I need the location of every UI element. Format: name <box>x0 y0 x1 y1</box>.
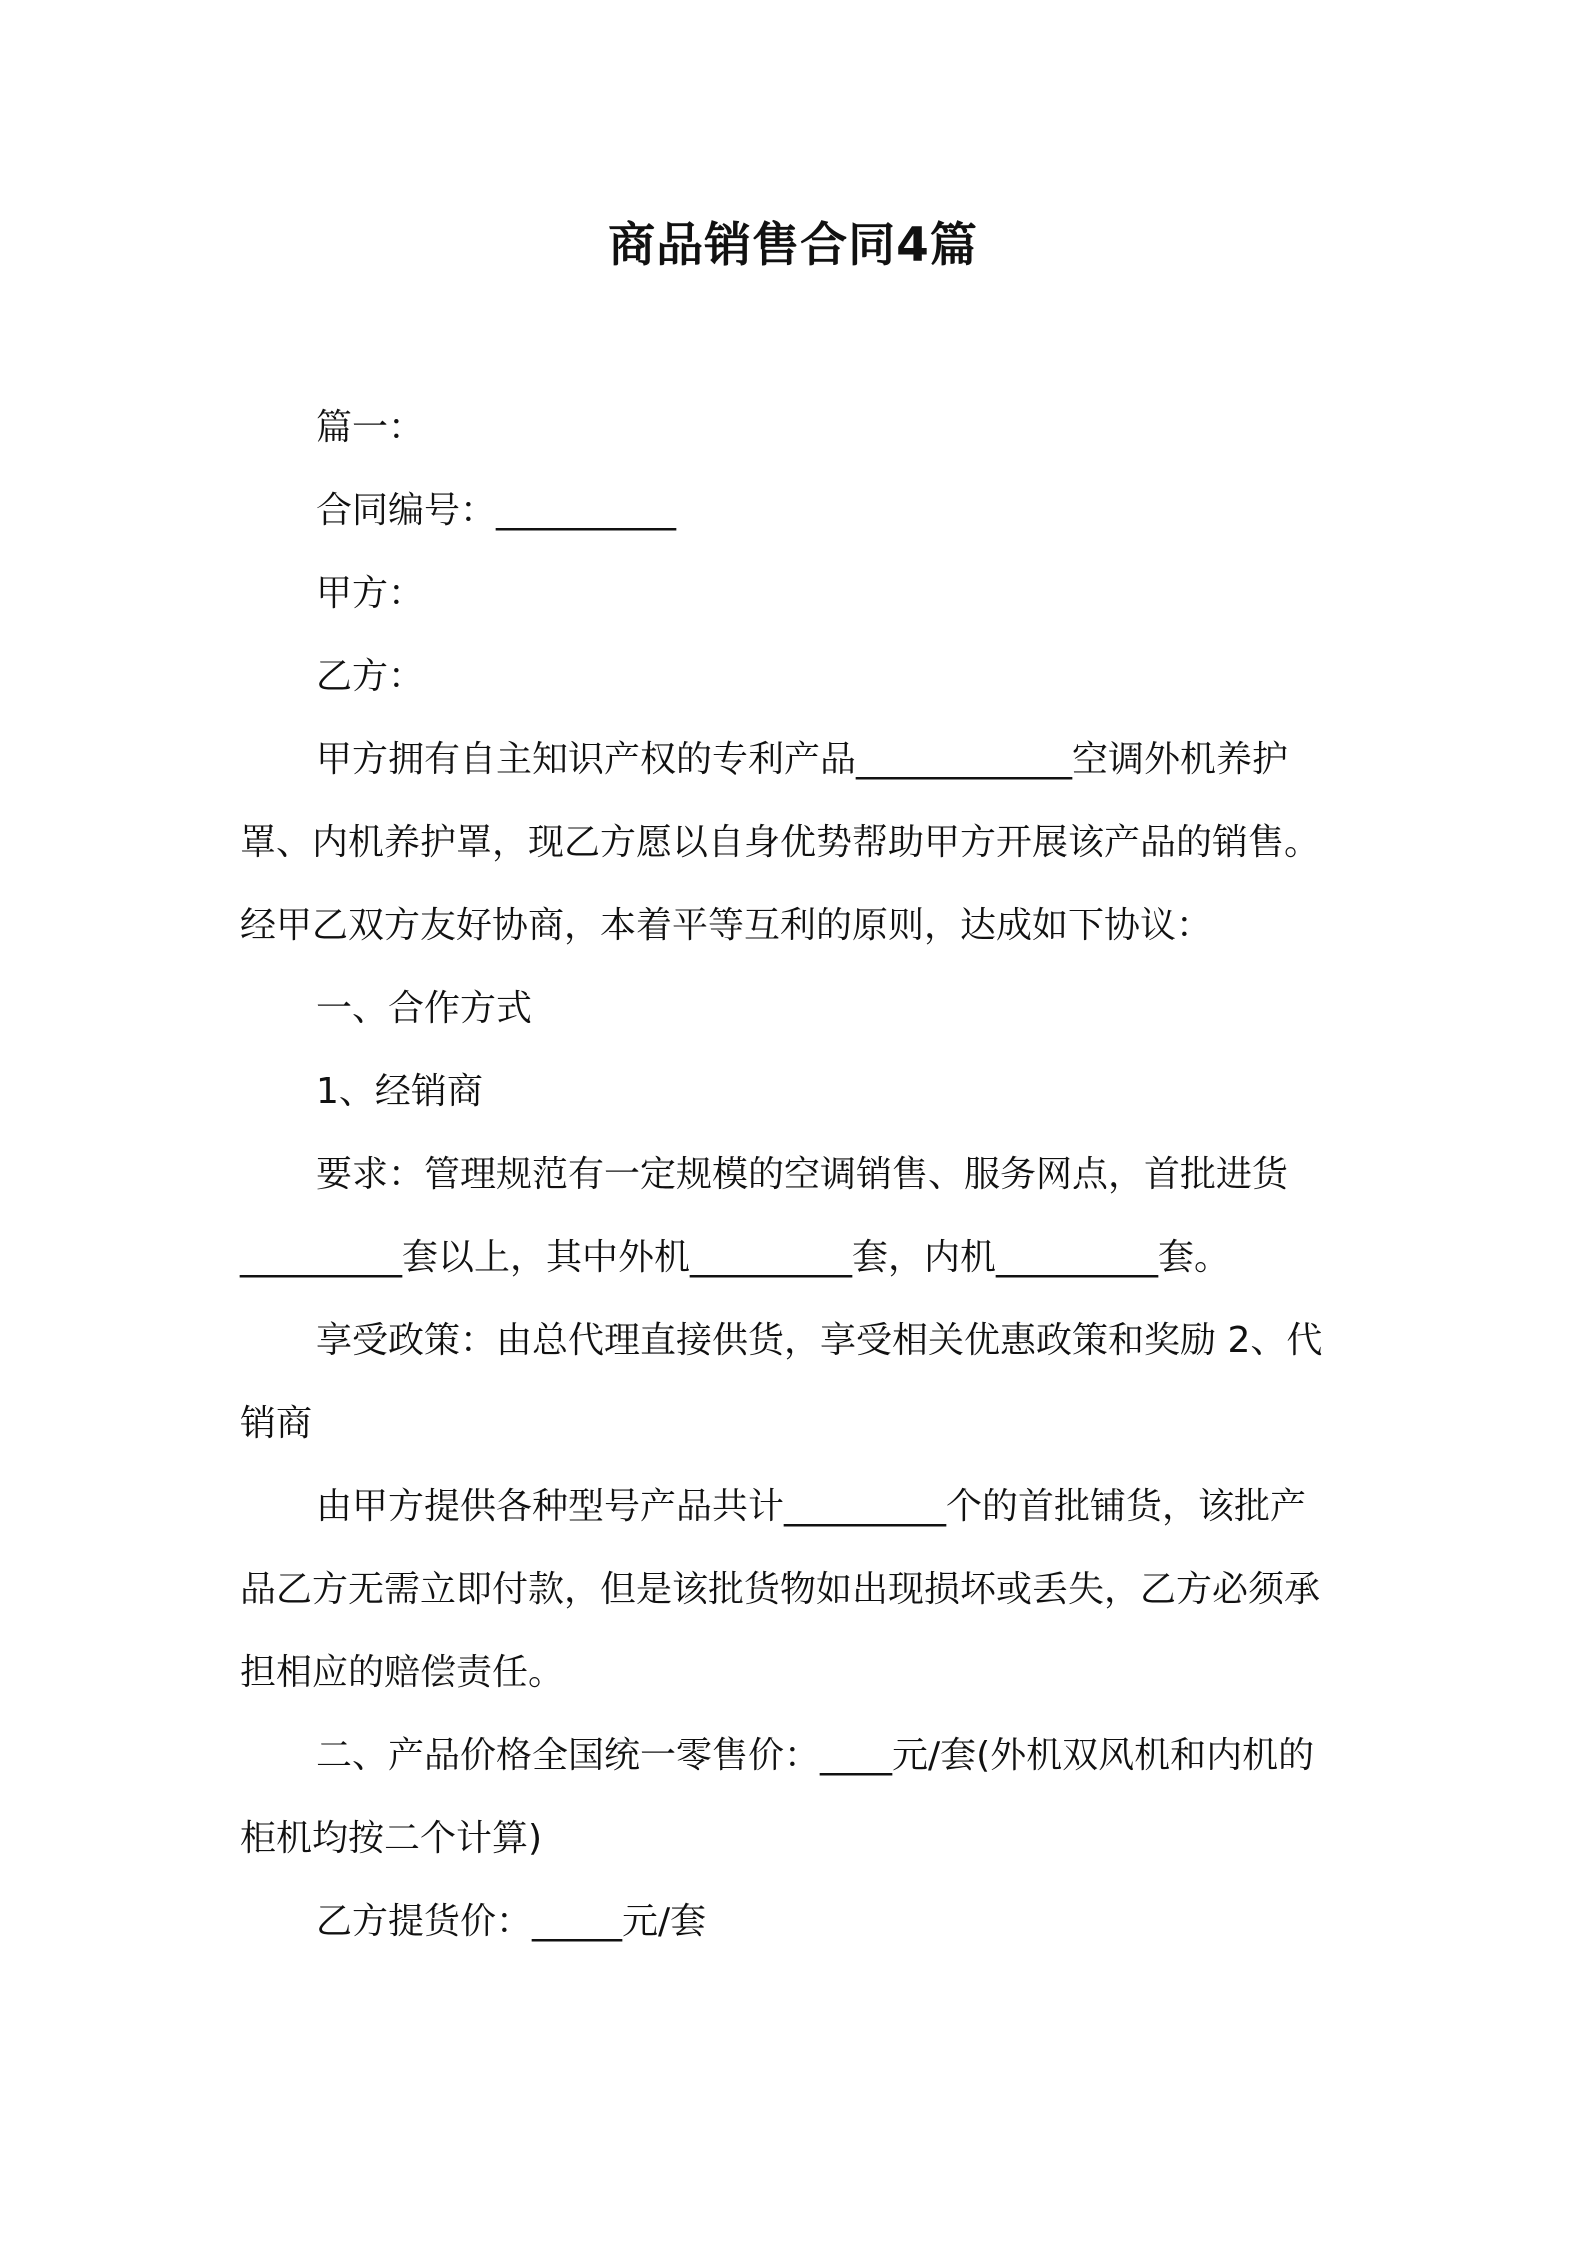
section-heading: 一、合作方式 <box>316 988 533 1029</box>
paragraph-line: _________套以上，其中外机_________套，内机_________套。 <box>240 1237 1231 1278</box>
paragraph-line: 甲方拥有自主知识产权的专利产品____________空调外机养护 <box>316 739 1289 780</box>
subsection-heading: 1、经销商 <box>316 1071 483 1112</box>
paragraph-line: 柜机均按二个计算) <box>240 1818 543 1859</box>
paragraph-line: 享受政策：由总代理直接供货，享受相关优惠政策和奖励 2、代 <box>316 1320 1323 1361</box>
paragraph-line: 由甲方提供各种型号产品共计_________个的首批铺货，该批产 <box>316 1486 1307 1527</box>
party-b-line: 乙方： <box>316 656 425 697</box>
paragraph-line: 要求：管理规范有一定规模的空调销售、服务网点，首批进货 <box>316 1154 1289 1195</box>
paragraph-line: 担相应的赔偿责任。 <box>240 1652 565 1693</box>
party-a-line: 甲方： <box>316 573 425 614</box>
paragraph-line: 品乙方无需立即付款，但是该批货物如出现损坏或丢失，乙方必须承 <box>240 1569 1321 1610</box>
paragraph-line: 罩、内机养护罩，现乙方愿以自身优势帮助甲方开展该产品的销售。 <box>240 822 1321 863</box>
paragraph-line: 销商 <box>240 1403 313 1444</box>
document-title: 商品销售合同4篇 <box>608 218 978 273</box>
pickup-price-line: 乙方提货价：_____元/套 <box>316 1901 707 1942</box>
contract-number-line: 合同编号：__________ <box>316 490 677 531</box>
section-heading: 二、产品价格全国统一零售价：____元/套(外机双风机和内机的 <box>316 1735 1315 1776</box>
paragraph-line: 经甲乙双方友好协商，本着平等互利的原则，达成如下协议： <box>240 905 1213 946</box>
section-heading: 篇一： <box>316 407 425 448</box>
